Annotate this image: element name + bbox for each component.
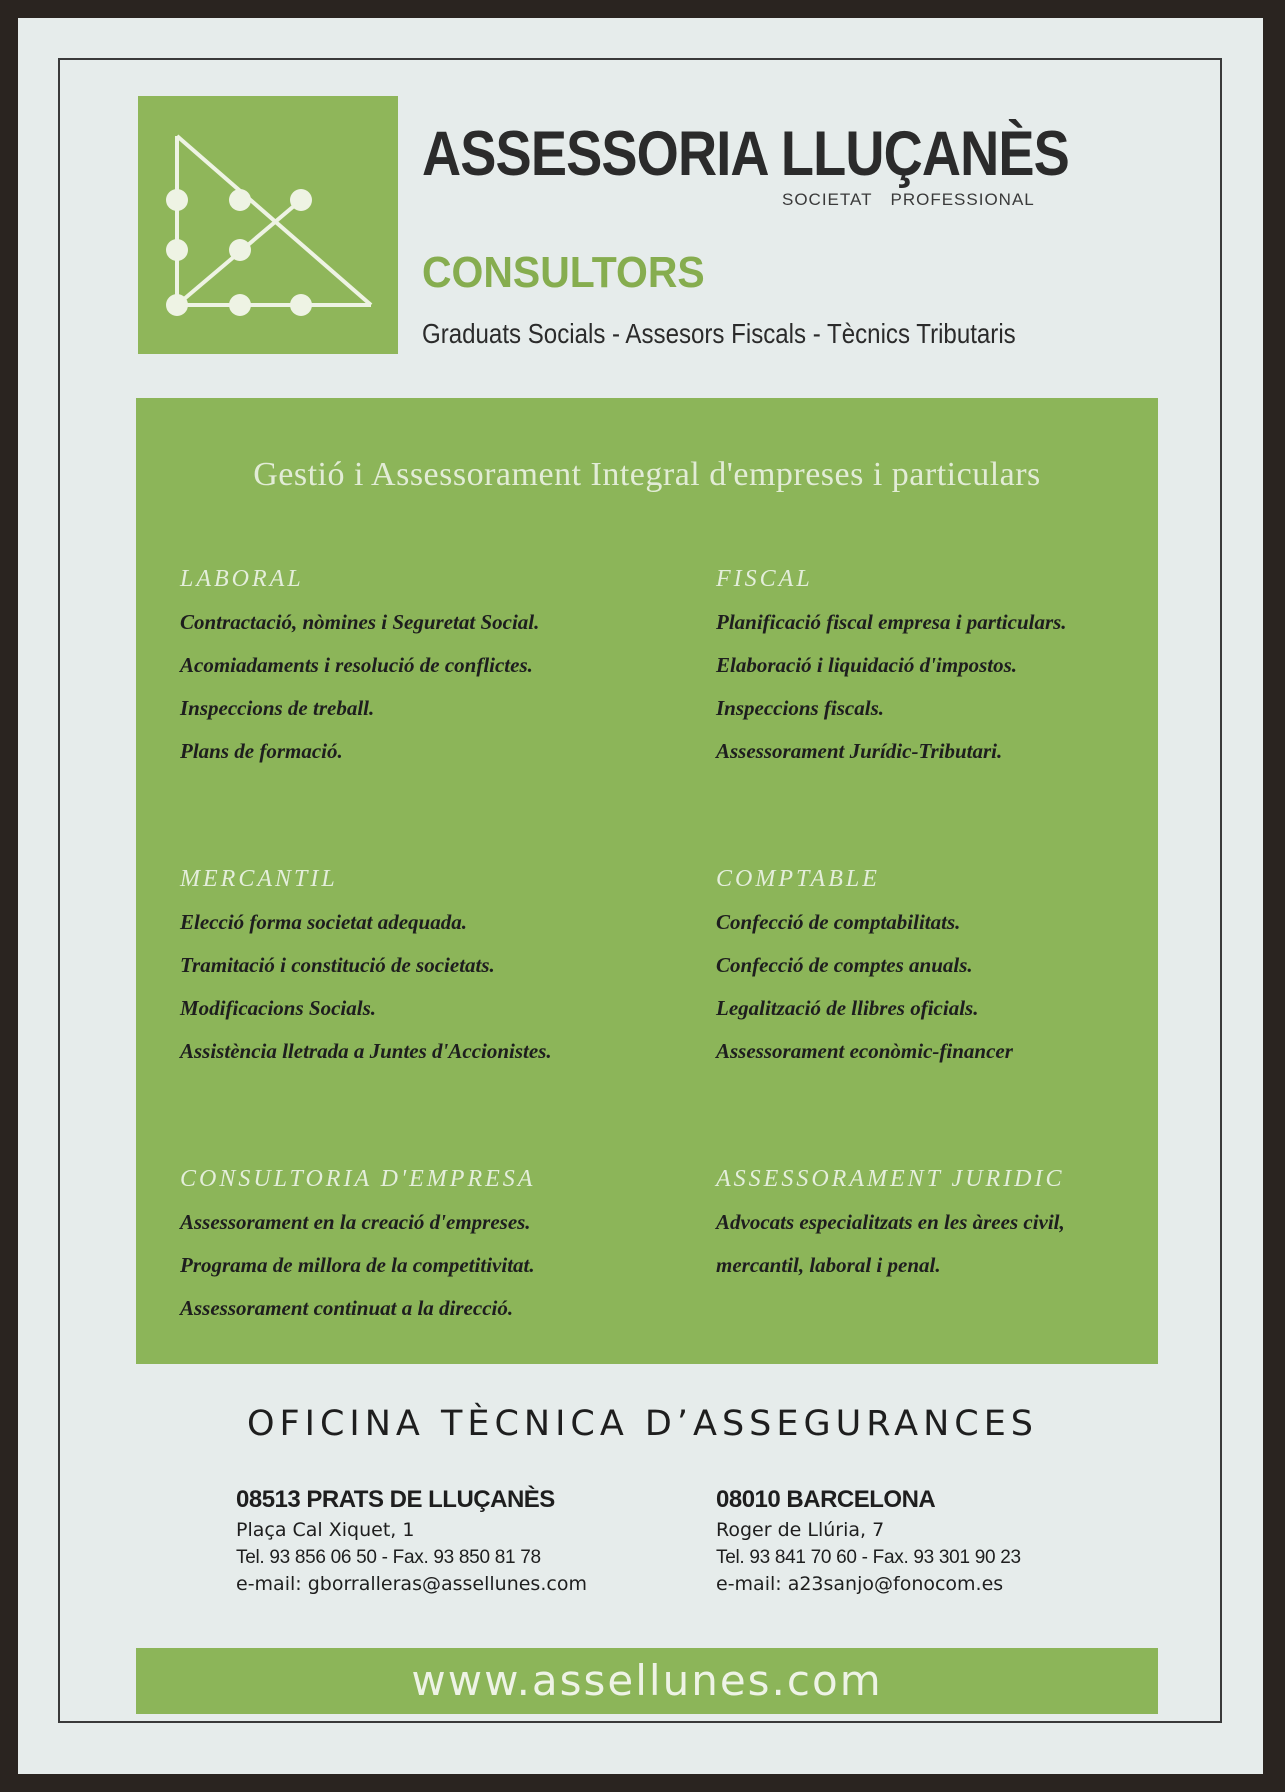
section-item: Elaboració i liquidació d'impostos. [716,653,1018,677]
consultors-heading: CONSULTORS [422,248,705,297]
section-item: Acomiadaments i resolució de conflictes. [180,653,533,677]
section-fiscal [716,566,1176,773]
section-comptable [716,866,1176,1073]
section-item: Assessorament Jurídic-Tributari. [716,739,1003,763]
section-item: Planificació fiscal empresa i particulars. [716,610,1067,634]
section-item: mercantil, laboral i penal. [716,1253,941,1277]
section-item: Inspeccions fiscals. [716,696,884,720]
section-item: Inspeccions de treball. [180,696,375,720]
section-heading: COMPTABLE [716,866,880,892]
office-city: 08010 BARCELONA [716,1486,936,1513]
section-mercantil [180,866,640,1073]
brand-sub-left: SOCIETAT [782,190,873,209]
section-heading: ASSESSORAMENT JURIDIC [716,1166,1065,1192]
section-item: Plans de formació. [180,739,343,763]
section-item: Advocats especialitzats en les àrees civil, [716,1210,1065,1234]
office-barcelona [716,1486,1156,1598]
logo [138,96,398,354]
section-item: Legalització de llibres oficials. [716,996,979,1020]
office-address: Plaça Cal Xiquet, 1 [236,1519,415,1541]
section-item: Modificacions Socials. [180,996,377,1020]
panel-title: Gestió i Assessorament Integral d'empreses i particulars [253,456,1041,493]
website-link[interactable]: www.assellunes.com [411,1656,883,1705]
office-email[interactable]: e-mail: gborralleras@assellunes.com [236,1573,587,1595]
section-item: Confecció de comptes anuals. [716,953,973,977]
office-address: Roger de Llúria, 7 [716,1519,885,1541]
section-item: Assessorament en la creació d'empreses. [180,1210,531,1234]
section-heading: LABORAL [180,566,304,592]
section-item: Contractació, nòmines i Seguretat Social. [180,610,540,634]
brand-sub-right: PROFESSIONAL [890,190,1035,209]
office-city: 08513 PRATS DE LLUÇANÈS [236,1486,555,1513]
section-consultoria [180,1166,640,1330]
section-heading: FISCAL [716,566,813,592]
section-item: Confecció de comptabilitats. [716,910,961,934]
section-item: Tramitació i constitució de societats. [180,953,495,977]
office-prats [236,1486,676,1598]
website-bar [136,1648,1158,1714]
tagline: Graduats Socials - Assesors Fiscals - Tècnics Tributaris [422,318,1016,349]
section-item: Elecció forma societat adequada. [180,910,467,934]
services-panel [136,398,1158,1364]
section-heading: CONSULTORIA D'EMPRESA [180,1166,536,1192]
oficina-title: OFICINA TÈCNICA D’ASSEGURANCES [246,1404,1039,1444]
section-heading: MERCANTIL [180,866,338,892]
brand-subtitle [782,190,1053,210]
section-laboral [180,566,640,773]
section-item: Assessorament continuat a la direcció. [180,1296,514,1320]
nine-dots-triangle-logo-icon [138,96,398,354]
office-phone: Tel. 93 841 70 60 - Fax. 93 301 90 23 [716,1547,1021,1568]
section-juridic [716,1166,1176,1287]
section-item: Assistència lletrada a Juntes d'Accionistes. [180,1039,552,1063]
section-item: Programa de millora de la competitivitat. [180,1253,535,1277]
brand-name: ASSESSORIA LLUÇANÈS [422,119,1069,189]
section-item: Assessorament econòmic-financer [716,1039,1013,1063]
office-phone: Tel. 93 856 06 50 - Fax. 93 850 81 78 [236,1547,541,1568]
office-email[interactable]: e-mail: a23sanjo@fonocom.es [716,1573,1004,1595]
